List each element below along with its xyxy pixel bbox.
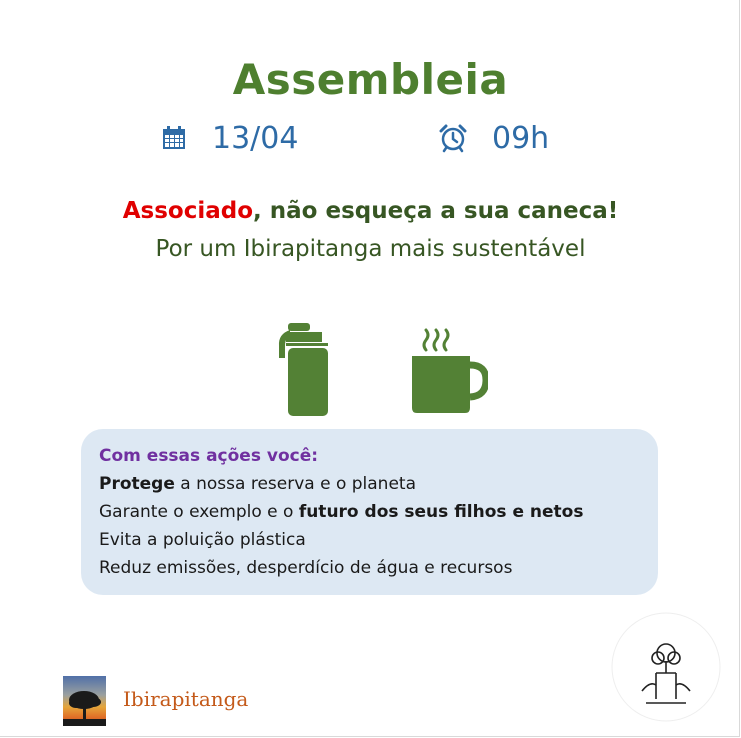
event-date-group — [160, 118, 298, 158]
action-item-bold: Protege — [99, 474, 175, 494]
action-item-text: Reduz emissões, desperdício de água e recursos — [99, 558, 513, 578]
tree-silhouette-icon — [63, 676, 106, 726]
reserva-consciente-stamp — [610, 611, 722, 723]
action-item-text: Evita a poluição plástica — [99, 530, 306, 550]
brand-name: Ibirapitanga — [123, 687, 249, 711]
alarm-clock-icon — [438, 123, 468, 153]
reserva-logo — [63, 676, 106, 726]
action-item — [99, 530, 306, 550]
action-item — [99, 474, 416, 494]
reminder-message — [0, 198, 741, 224]
event-date: 13/04 — [212, 120, 299, 156]
action-item — [99, 502, 583, 522]
action-item-bold: futuro dos seus filhos e netos — [298, 502, 584, 522]
action-item-text: Garante o exemplo e o — [99, 502, 299, 522]
actions-heading: Com essas ações você: — [99, 446, 319, 466]
event-title: Assembleia — [232, 55, 509, 104]
event-time-group — [438, 118, 549, 158]
reminder-highlight: Associado — [122, 198, 254, 224]
water-bottle-icon — [276, 322, 332, 418]
slogan: Por um Ibirapitanga mais sustentável — [155, 236, 586, 262]
action-item — [99, 558, 512, 578]
actions-box — [81, 429, 658, 595]
calendar-icon — [160, 124, 188, 152]
reminder-text: , não esqueça a sua caneca! — [253, 198, 619, 224]
event-time: 09h — [492, 120, 550, 156]
action-item-text: a nossa reserva e o planeta — [174, 474, 417, 494]
steaming-mug-icon — [408, 320, 488, 416]
